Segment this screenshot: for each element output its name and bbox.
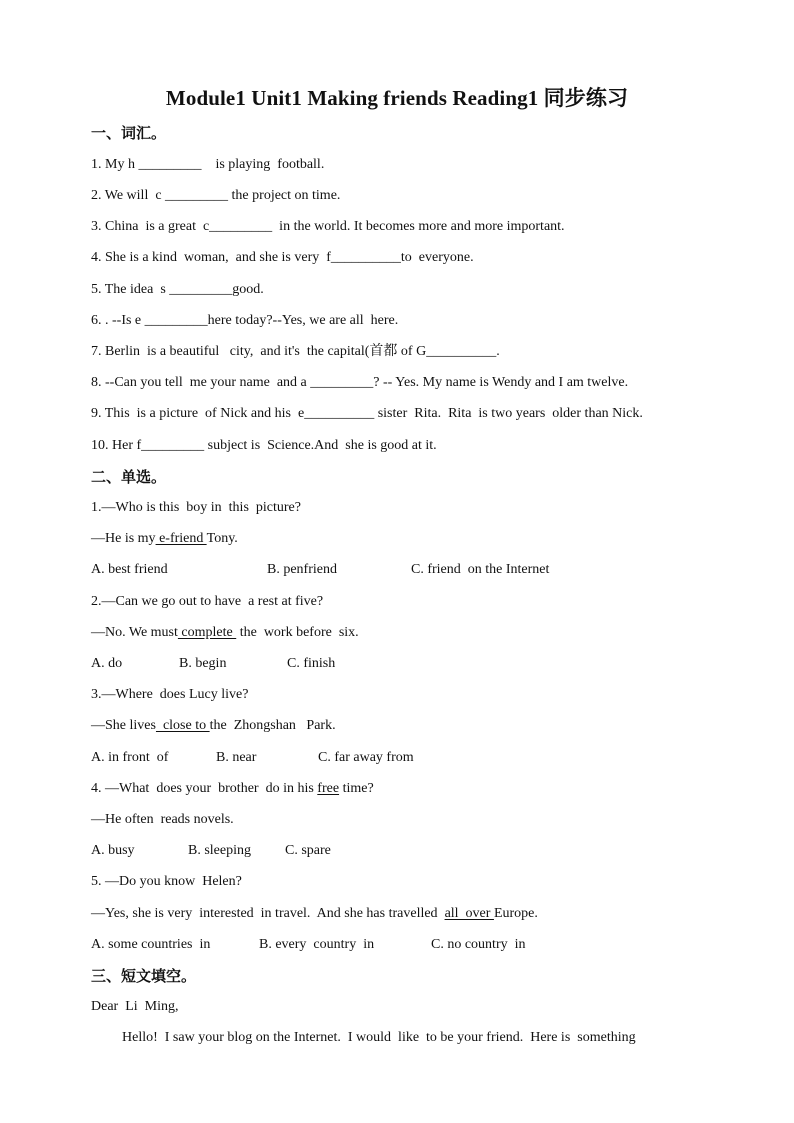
section-heading-vocab: 一、词汇。 <box>91 124 167 142</box>
vocab-item-5: 5. The idea s _________good. <box>91 282 264 297</box>
section-heading-choice: 二、单选。 <box>91 468 167 486</box>
option-b: B. near <box>216 750 257 765</box>
choice-q1-options <box>91 561 549 579</box>
letter-salutation: Dear Li Ming, <box>91 999 179 1014</box>
choice-q2-options <box>91 655 335 673</box>
vocab-item-7: 7. Berlin is a beautiful city, and it's the capital(首都 of G__________. <box>91 344 500 359</box>
prompt-text: —He is my <box>91 531 156 546</box>
underlined-word: close to <box>155 718 210 733</box>
option-a: A. in front of <box>91 750 169 765</box>
choice-q3-options <box>91 749 414 767</box>
choice-q3-prompt <box>91 717 336 735</box>
choice-q5-options <box>91 936 526 954</box>
prompt-text: —Yes, she is very interested in travel. And she has travelled <box>91 906 445 921</box>
choice-q4-prompt: —He often reads novels. <box>91 812 234 827</box>
option-b: B. sleeping <box>188 843 251 858</box>
choice-q5-question: 5. —Do you know Helen? <box>91 874 242 889</box>
option-b: B. penfriend <box>267 562 337 577</box>
choice-q4-question <box>91 780 374 798</box>
prompt-text: —She lives <box>91 718 156 733</box>
option-a: A. best friend <box>91 562 168 577</box>
question-text: 4. —What does your brother do in his <box>91 781 318 796</box>
option-c: C. spare <box>285 843 331 858</box>
prompt-text: the Zhongshan Park. <box>209 718 336 733</box>
vocab-item-3: 3. China is a great c_________ in the world. It becomes more and more important. <box>91 219 565 234</box>
underlined-word: all over <box>444 906 494 921</box>
option-c: C. far away from <box>318 750 414 765</box>
option-b: B. begin <box>179 656 227 671</box>
section-heading-cloze: 三、短文填空。 <box>91 967 197 985</box>
prompt-text: Europe. <box>493 906 538 921</box>
prompt-text: the work before six. <box>236 625 359 640</box>
vocab-item-8: 8. --Can you tell me your name and a _________? -- Yes. My name is Wendy and I am twelve. <box>91 375 629 390</box>
choice-q4-options <box>91 842 331 860</box>
option-c: C. friend on the Internet <box>411 562 550 577</box>
letter-body: Hello! I saw your blog on the Internet. I would like to be your friend. Here is something <box>122 1030 636 1045</box>
choice-q1-prompt <box>91 530 238 548</box>
question-text: time? <box>339 781 374 796</box>
choice-q2-question: 2.—Can we go out to have a rest at five? <box>91 594 324 609</box>
underlined-word: free <box>317 781 340 796</box>
underlined-word: complete <box>177 625 237 640</box>
vocab-item-1: 1. My h _________ is playing football. <box>91 157 325 172</box>
vocab-item-10: 10. Her f_________ subject is Science.And she is good at it. <box>91 438 437 453</box>
prompt-text: Tony. <box>206 531 238 546</box>
page-title: Module1 Unit1 Making friends Reading1 同步练习 <box>165 86 629 110</box>
prompt-text: —No. We must <box>91 625 178 640</box>
option-a: A. busy <box>91 843 135 858</box>
underlined-word: e-friend <box>155 531 207 546</box>
choice-q2-prompt <box>91 624 359 642</box>
vocab-item-4: 4. She is a kind woman, and she is very f__________to everyone. <box>91 250 474 265</box>
option-c: C. no country in <box>431 937 526 952</box>
vocab-item-9: 9. This is a picture of Nick and his e__________ sister Rita. Rita is two years older than Nick. <box>91 406 643 421</box>
choice-q5-prompt <box>91 905 538 923</box>
vocab-item-6: 6. . --Is e _________here today?--Yes, we are all here. <box>91 313 399 328</box>
option-c: C. finish <box>287 656 336 671</box>
vocab-item-2: 2. We will c _________ the project on time. <box>91 188 341 203</box>
option-a: A. do <box>91 656 123 671</box>
choice-q3-question: 3.—Where does Lucy live? <box>91 687 249 702</box>
choice-q1-question: 1.—Who is this boy in this picture? <box>91 500 301 515</box>
option-b: B. every country in <box>259 937 375 952</box>
option-a: A. some countries in <box>91 937 211 952</box>
